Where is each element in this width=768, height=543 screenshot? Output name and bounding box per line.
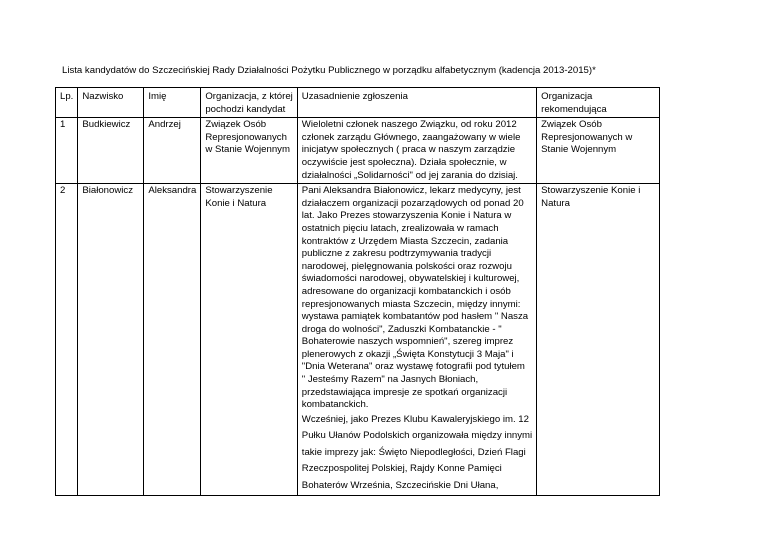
cell-line: wystawa pamiątek kombatantów pod hasłem " Nasza [301,311,529,323]
cell-lp: 2 [56,184,78,496]
cell-line: Represjonowanych [205,131,287,143]
header-uzasadnienie: Uzasadnienie zgłoszenia [297,88,536,118]
cell-imie: Andrzej [144,118,201,184]
cell-rekomendujaca [537,118,660,184]
header-rekomendujaca-line: Organizacja [541,91,593,102]
cell-line: członek zarządu Głównego, zaangażowany w wiele [301,131,521,143]
cell-line: inicjatyw społecznych ( praca w naszym zarządzie [301,144,516,156]
table-row [56,118,660,184]
cell-uzasadnienie [297,118,536,184]
cell-line: droga do wolności", Zaduszki Kombatanckie - " [301,323,502,335]
cell-line: Związek Osób [205,119,267,131]
cell-line: świadomości narodowej, obywatelskiej i kulturowej, [301,273,520,285]
cell-line: Wieloletni członek naszego Związku, od roku 2012 [301,119,517,131]
cell-line: działalności „Solidarności" od jej zarania do dzisiaj. [301,169,518,181]
cell-nazwisko: Białonowicz [78,184,144,496]
header-lp: Lp. [56,88,78,118]
cell-organizacja [201,184,297,496]
cell-line: lat. Jako Prezes stowarzyszenia Konie i Natura w [301,210,512,222]
header-rekomendujaca [537,88,660,118]
cell-line: Stanie Wojennym [541,144,617,156]
cell-line: takie imprezy jak: Święto Niepodległości, Dzień Flagi [301,446,526,458]
cell-line: Rzeczpospolitej Polskiej, Rajdy Konne Pamięci [301,463,502,475]
header-rekomendujaca-line: rekomendująca [541,103,607,115]
cell-line: narodowej, pielęgnowania polskości oraz rozwoju [301,260,512,272]
cell-line: działaczem organizacji pozarządowych od ponad 20 [301,197,524,209]
cell-line: Bohaterowie naszych wspomnień", szereg imprez [301,336,514,348]
cell-line: przedstawiająca impresje ze spotkań organizacji [301,386,508,398]
cell-line: Stowarzyszenie [205,185,273,197]
cell-line: publiczne z zakresu podtrzymywania tradycji [301,248,492,260]
header-organizacja-line: pochodzi kandydat [205,103,286,115]
cell-lp: 1 [56,118,78,184]
cell-nazwisko: Budkiewicz [78,118,144,184]
header-organizacja-line: Organizacja, z której [205,91,293,102]
cell-line: w Stanie Wojennym [205,144,290,156]
cell-rekomendujaca [537,184,660,496]
table-row [56,184,660,496]
cell-line: Represjonowanych w [541,131,633,143]
cell-organizacja [201,118,297,184]
cell-line: Pani Aleksandra Białonowicz, lekarz medycyny, jest [301,185,521,197]
cell-line: Konie i Natura [205,197,267,209]
cell-line: ostatnich pięciu latach, zrealizowała w ramach [301,222,499,234]
cell-line: " Jesteśmy Razem" na Jasnych Błoniach, [301,374,479,386]
table-header-row [56,88,660,118]
cell-line: "Dnia Weterana" oraz wystawę fotografii pod tytułem [301,361,525,373]
header-organizacja [201,88,297,118]
candidates-table [55,87,660,496]
cell-line: plenerowych z okazji „Święta Konstytucji 3 Maja" i [301,348,514,360]
cell-line: Związek Osób [541,119,602,131]
cell-line: Wcześniej, jako Prezes Klubu Kawaleryjskiego im. 12 [301,413,529,425]
cell-line: kombatanckich. [301,399,369,411]
cell-line: oczywiście jest społeczna). Działa społecznie, w [301,156,507,168]
cell-line: adresowane do organizacji kombatanckich i osób [301,285,511,297]
cell-imie: Aleksandra [144,184,201,496]
cell-line: Pułku Ułanów Podolskich organizowała między innymi [301,430,533,442]
cell-line: Natura [541,197,570,209]
cell-line: kontraktów z Urzędem Miasta Szczecin, zadania [301,235,509,247]
cell-line: Stowarzyszenie Konie i [541,185,641,197]
cell-line: represjonowanych miasta Szczecin, między innymi: [301,298,521,310]
header-imie: Imię [144,88,201,118]
document-title: Lista kandydatów do Szczecińskiej Rady Działalności Pożytku Publicznego w porządku alfabetycznym (kadencja 2013-2015)* [62,65,596,76]
header-nazwisko: Nazwisko [78,88,144,118]
cell-uzasadnienie [297,184,536,496]
cell-line: Bohaterów Września, Szczecińskie Dni Ułana, [301,479,499,491]
